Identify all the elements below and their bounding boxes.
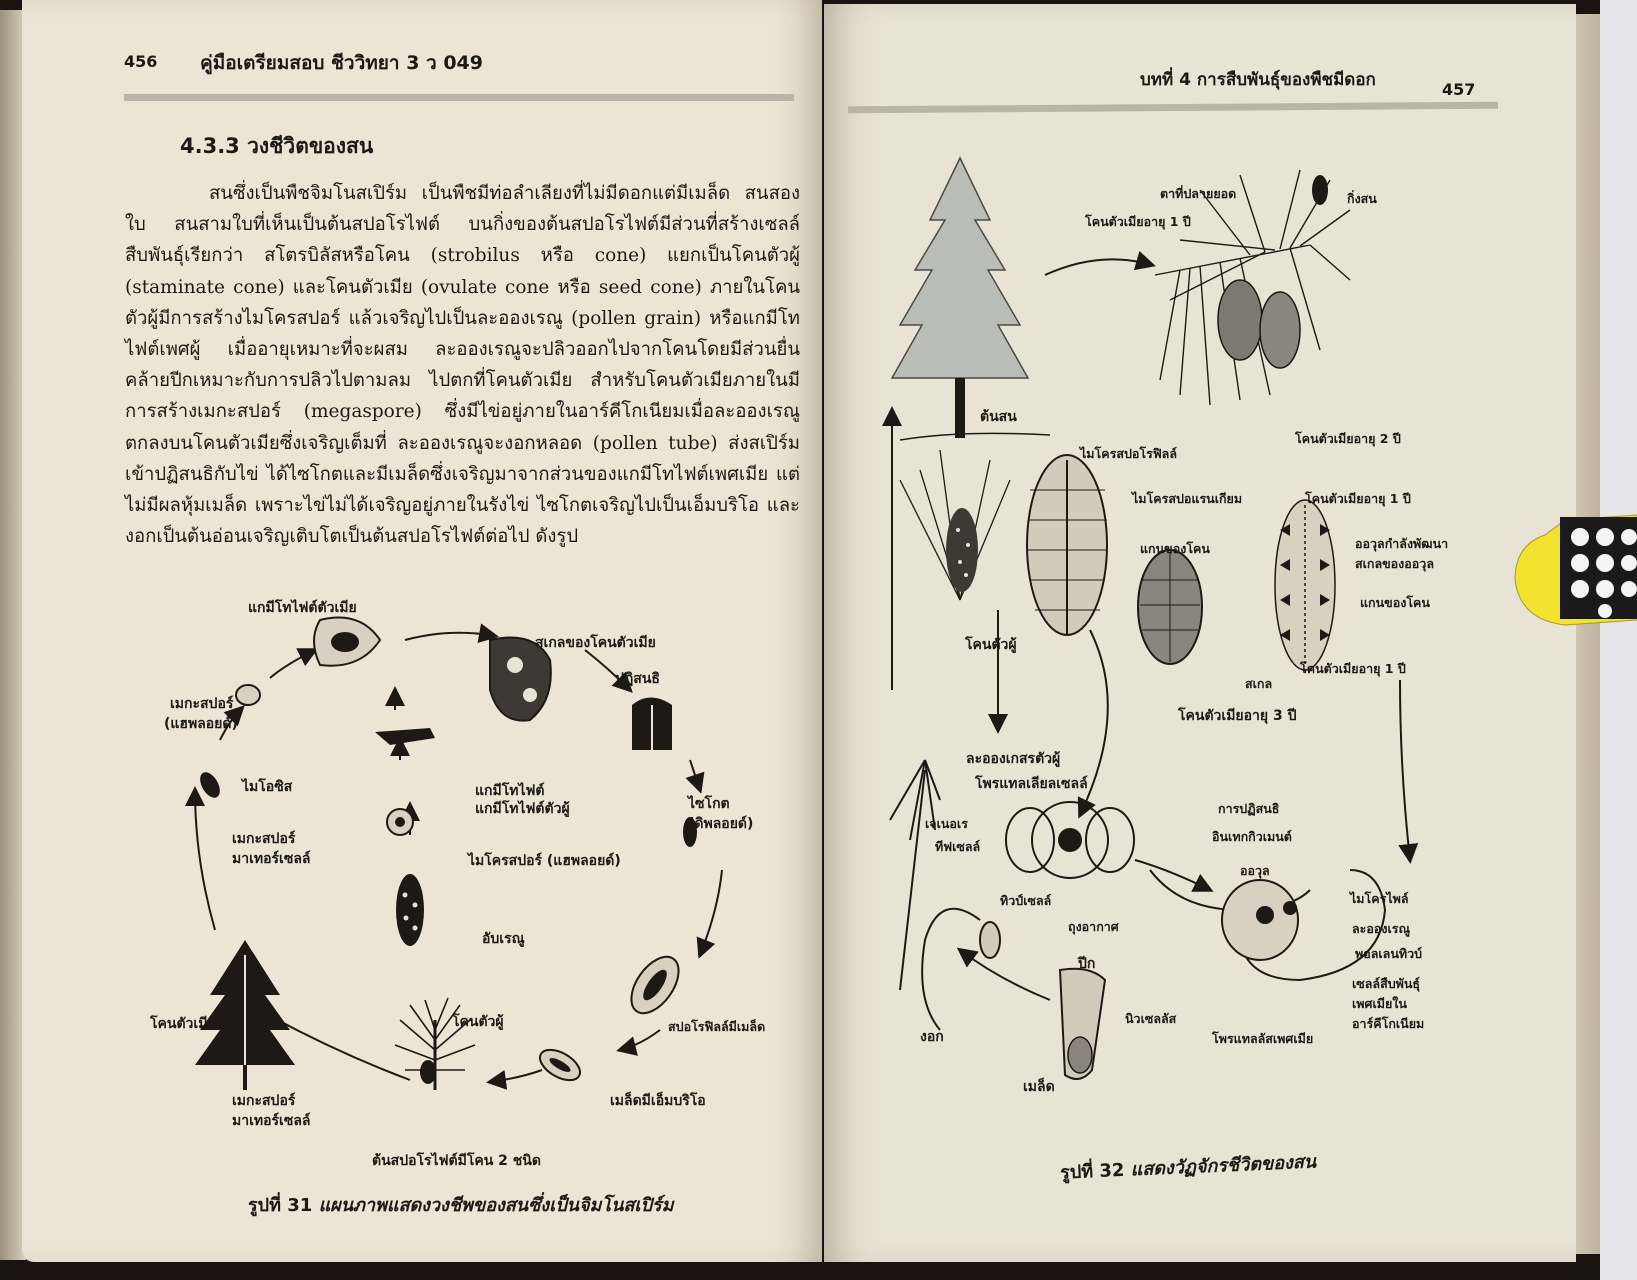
label-terminal-bud: ตาที่ปลายยอด — [1160, 186, 1237, 201]
pollen-grain-icon — [1006, 802, 1134, 878]
female-cone-3yr-icon — [1138, 550, 1202, 664]
microspore-icon — [387, 809, 413, 835]
figure-31-caption — [248, 1190, 673, 1219]
right-page-number: 457 — [1442, 80, 1476, 99]
label-microsporophyll: ไมโครสปอโรฟิลล์ — [1080, 446, 1177, 461]
label-megaspore: เมกะสปอร์ — [170, 696, 234, 712]
left-running-header: คู่มือเตรียมสอบ ชีววิทยา 3 ว 049 — [200, 52, 483, 74]
label-pollen-grain: ละอองเรณู — [1352, 921, 1411, 936]
label-developing-ovule: ออวุลกำลังพัฒนา — [1355, 536, 1449, 551]
label-germination: งอก — [920, 1029, 944, 1045]
label-female-cone-3yr: โคนตัวเมียอายุ 3 ปี — [1178, 708, 1297, 724]
ovule-fertilization-icon — [1150, 870, 1385, 980]
label-ovule-scale: สเกลของออวุล — [1355, 556, 1434, 571]
background-paper — [1600, 0, 1637, 1280]
label-female-cone-1yr-top: โคนตัวเมียอายุ 1 ปี — [1085, 214, 1191, 229]
label-micropyle: ไมโครไพล์ — [1350, 891, 1409, 906]
label-fertilization-right: การปฏิสนธิ — [1218, 801, 1280, 816]
label-zygote: ไซโกต — [688, 796, 730, 812]
zygote-icon — [632, 698, 672, 751]
left-header-rule — [124, 94, 794, 101]
label-female-gamete-1: เซลล์สืบพันธุ์ — [1352, 976, 1421, 991]
label-meiosis: ไมโอซิส — [242, 779, 293, 795]
label-sporophyte-two-cones: ต้นสปอโรไฟต์มีโคน 2 ชนิด — [372, 1153, 541, 1169]
bookmark-tab — [1505, 505, 1637, 640]
label-air-sac: ถุงอากาศ — [1068, 919, 1119, 934]
label-pollen-tube: พอลเลนทิวบ์ — [1355, 946, 1423, 961]
male-gametophyte-icon — [375, 728, 435, 745]
label-generative-1: เจเนอเร — [925, 816, 968, 831]
label-prothallial-cell: โพรแทลเลียลเซลล์ — [975, 776, 1088, 792]
label-generative-2: ทีฟเซลล์ — [935, 839, 981, 854]
label-cone-axis-1: แกนของโคน — [1140, 541, 1210, 556]
label-gametophyte: แกมีโทไฟต์ — [475, 783, 545, 799]
label-seed-with-embryo: เมล็ดมีเอ็มบริโอ — [610, 1093, 706, 1109]
seed-with-embryo-icon — [535, 1044, 585, 1087]
label-female-gamete-2: เพศเมียใน — [1352, 996, 1407, 1011]
label-ovule: ออวุล — [1240, 863, 1270, 878]
figure-32-text: แสดงวัฏจักรชีวิตของสน — [1130, 1151, 1317, 1181]
microsporophyll-icon — [1027, 455, 1107, 635]
seed-icon — [1060, 969, 1105, 1079]
label-female-prothallus: โพรแทลลัสเพศเมีย — [1212, 1031, 1314, 1046]
left-page-number: 456 — [124, 52, 158, 71]
section-title: 4.3.3 วงชีวิตของสน — [180, 134, 374, 158]
male-cone-icon — [900, 450, 1010, 600]
female-gametophyte-icon — [314, 618, 380, 666]
label-megaspore-haploid: (แฮพลอยด์) — [164, 716, 238, 732]
label-megaspore-mother-4: มาเทอร์เซลล์ — [232, 1113, 311, 1129]
pine-life-cycle-figure — [880, 150, 1530, 1120]
label-female-cone-1yr-mid: โคนตัวเมียอายุ 1 ปี — [1305, 491, 1411, 506]
label-cone-axis-2: แกนของโคน — [1360, 595, 1430, 610]
label-microsporangium: ไมโครสปอแรนเกียม — [1132, 491, 1243, 506]
label-female-gamete-3: อาร์คีโกเนียม — [1352, 1016, 1425, 1031]
seedling-icon — [890, 760, 1000, 1030]
label-seed-sporophyll: สปอโรฟิลล์มีเมล็ด — [668, 1019, 766, 1034]
label-megaspore-mother-2: มาเทอร์เซลล์ — [232, 851, 311, 867]
female-cone-1yr-section-icon — [1275, 500, 1335, 670]
label-seed: เมล็ด — [1023, 1079, 1055, 1095]
label-integument: อินเทกกิวเมนต์ — [1212, 829, 1292, 844]
megaspore-mother-icon — [196, 769, 224, 801]
label-scale: สเกล — [1245, 676, 1273, 691]
label-tube-cell: ทิวป์เซลล์ — [1000, 893, 1052, 908]
label-female-cone-scale: สเกลของโคนตัวเมีย — [535, 635, 656, 651]
figure-32-number: รูปที่ 32 — [1059, 1159, 1125, 1184]
label-wing: ปีก — [1078, 956, 1096, 972]
label-female-cone-1yr-low: โคนตัวเมียอายุ 1 ปี — [1300, 661, 1406, 676]
female-cone-cluster-icon — [1218, 175, 1328, 368]
label-zygote-diploid: (ดิพลอยด์) — [688, 816, 754, 832]
pine-tree-icon — [892, 158, 1050, 440]
label-male-gametophyte: แกมีโทไฟต์ตัวผู้ — [475, 801, 570, 817]
label-female-gametophyte: แกมีโทไฟต์ตัวเมีย — [248, 600, 357, 616]
label-pollen-sac: อับเรณู — [482, 931, 525, 947]
megaspore-icon — [236, 685, 260, 705]
label-pine-tree: ต้นสน — [980, 409, 1017, 425]
sporophyte-icon — [395, 998, 475, 1090]
figure-31-text: แผนภาพแสดงวงชีพของสนซึ่งเป็นจิมโนสเปิร์ม — [318, 1195, 674, 1216]
label-male-cone: โคนตัวผู้ — [965, 637, 1017, 653]
right-running-header: บทที่ 4 การสืบพันธุ์ของพืชมีดอก — [1140, 70, 1376, 90]
label-megaspore-mother-3: เมกะสปอร์ — [232, 1093, 296, 1109]
label-branch: กิ่งสน — [1347, 191, 1377, 206]
label-fertilization: ปฏิสนธิ — [615, 671, 660, 687]
label-male-cone: โคนตัวผู้ — [452, 1014, 504, 1030]
label-microspore: ไมโครสปอร์ (แฮพลอยด์) — [468, 853, 621, 869]
figure-31-number: รูปที่ 31 — [248, 1195, 313, 1216]
life-cycle-diagram — [130, 610, 780, 1150]
seed-sporophyll-icon — [622, 948, 688, 1021]
label-megaspore-mother-1: เมกะสปอร์ — [232, 831, 296, 847]
label-nucellus: นิวเซลลัส — [1125, 1011, 1177, 1026]
male-cone-icon — [396, 874, 424, 946]
label-female-cone-2yr: โคนตัวเมียอายุ 2 ปี — [1295, 431, 1401, 446]
body-paragraph: สนซึ่งเป็นพืชจิมโนสเปิร์ม เป็นพืชมีท่อลำเลียงที่ไม่มีดอกแต่มีเมล็ด สนสองใบ สนสามใบที่เห็นเป็นต้นสปอโรไฟต์ บนกิ่งของต้นสปอโรไฟต์มีส่วนที่สร้างเซลล์สืบพันธุ์เรียกว่า สโตรบิลัสหรือโคน (strobilus หรือ cone) แยกเป็นโคนตัวผู้ (staminate cone) และโคนตัวเมีย (ovulate cone หรือ seed cone) ภายในโคนตัวผู้มีการสร้างไมโครสปอร์ แล้วเจริญไปเป็นละอองเรณู (pollen grain) หรือแกมีโทไฟต์เพศผู้ เมื่ออายุเหมาะที่จะผสม ละอองเรณูจะปลิวออกไปจากโคนโดยมีส่วนยื่นคล้ายปีกเหมาะกับการปลิวไปตามลม ไปตกที่โคนตัวเมีย สำหรับโคนตัวเมียภายในมีการสร้างเมกะสปอร์ (megaspore) ซึ่งมีไข่อยู่ภายในอาร์คีโกเนียมเมื่อละอองเรณูตกลงบนโคนตัวเมียซึ่งเจริญเต็มที่ ละอองเรณูจะงอกหลอด (pollen tube) ส่งสเปิร์มเข้าปฏิสนธิกับไข่ ได้ไซโกตและมีเมล็ดซึ่งเจริญมาจากส่วนของแกมีโทไฟต์เพศเมีย แต่ไม่มีผลหุ้มเมล็ด เพราะไข่ไม่ได้เจริญอยู่ภายในรังไข่ ไซโกตเจริญไปเป็นเอ็มบริโอ และงอกเป็นต้นอ่อนเจริญเติบโตเป็นต้นสปอโรไฟต์ต่อไป ดังรูป — [125, 183, 800, 548]
label-male-pollen: ละอองเกสรตัวผู้ — [966, 751, 1061, 767]
label-female-cone: โคนตัวเมีย — [150, 1016, 216, 1032]
